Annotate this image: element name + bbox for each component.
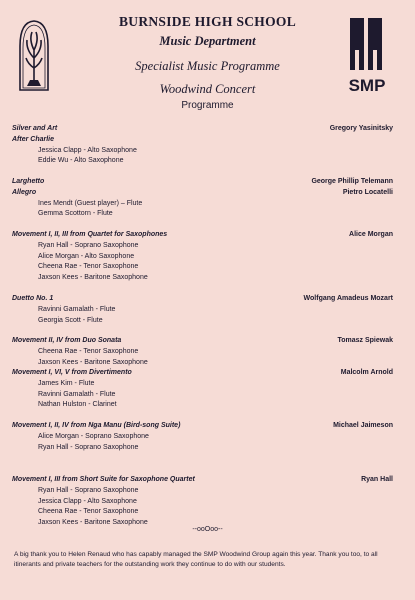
- programme-item: [12, 336, 392, 368]
- performer: Ryan Hall - Soprano Saxophone: [38, 443, 139, 451]
- concert-name: Woodwind Concert: [159, 82, 256, 96]
- performer: Jaxson Kees - Baritone Saxophone: [38, 519, 148, 527]
- performer: Jessica Clapp - Alto Saxophone: [38, 146, 137, 154]
- department-name: Music Department: [159, 34, 256, 48]
- composer: Michael Jaimeson: [333, 422, 393, 429]
- performer: Alice Morgan - Alto Saxophone: [38, 252, 135, 260]
- performer: Cheena Rae - Tenor Saxophone: [38, 347, 139, 355]
- programme-label: Programme: [181, 100, 234, 111]
- piece-title: Larghetto: [12, 178, 45, 185]
- piece-title: Movement I, II, III from Quartet for Saxophones: [12, 231, 168, 238]
- piece-title: Movement II, IV from Duo Sonata: [12, 337, 122, 344]
- programme-item: [12, 475, 392, 529]
- school-name: BURNSIDE HIGH SCHOOL: [118, 14, 297, 29]
- piece-title: Allegro: [12, 188, 37, 196]
- performer: Alice Morgan - Soprano Saxophone: [38, 432, 149, 440]
- composer: Ryan Hall: [361, 476, 393, 483]
- piece-title: After Charlie: [12, 135, 55, 143]
- end-mark: --ooOoo--: [192, 526, 223, 533]
- performer: Eddie Wu - Alto Saxophone: [38, 157, 124, 165]
- performer: Cheena Rae - Tenor Saxophone: [38, 508, 139, 516]
- composer: Malcolm Arnold: [340, 369, 393, 376]
- piece-title: Movement I, III from Short Suite for Saxophone Quartet: [12, 476, 195, 483]
- performer: Jaxson Kees - Baritone Saxophone: [38, 358, 148, 366]
- performer: Ines Mendt (Guest player) – Flute: [38, 199, 143, 207]
- piece-title: Silver and Art: [12, 125, 58, 132]
- performer: Ravinni Gamalath - Flute: [38, 305, 116, 313]
- performer: Gemma Scottorn - Flute: [38, 210, 113, 218]
- performer: James Kim - Flute: [38, 379, 95, 387]
- performer: Ryan Hall - Soprano Saxophone: [38, 241, 139, 249]
- performer: Jaxson Kees - Baritone Saxophone: [38, 274, 148, 282]
- composer: Alice Morgan: [349, 231, 393, 238]
- thank-you-note: A big thank you to Helen Renaud who has capably managed the SMP Woodwind Group again this year. Thank you too, to all itinerants and private teachers for the outstanding work they continue to do with our students.: [14, 551, 378, 568]
- performer: Georgia Scott - Flute: [38, 316, 103, 324]
- performer: Ryan Hall - Soprano Saxophone: [38, 486, 139, 494]
- programme-name: Specialist Music Programme: [135, 59, 280, 73]
- composer: Pietro Locatelli: [342, 189, 393, 196]
- composer: Wolfgang Amadeus Mozart: [303, 295, 393, 302]
- performer: Nathan Hulston - Clarinet: [38, 401, 117, 409]
- piece-title: Movement I, II, IV from Nga Manu (Bird-song Suite): [12, 422, 181, 429]
- programme-item: [12, 368, 392, 411]
- performer: Jessica Clapp - Alto Saxophone: [38, 497, 137, 505]
- composer: Tomasz Spiewak: [337, 337, 393, 344]
- smp-logo-text: SMP: [348, 76, 386, 95]
- performer: Ravinni Gamalath - Flute: [38, 390, 116, 398]
- programme-item: [12, 230, 392, 284]
- piece-title: Movement I, VI, V from Divertimento: [12, 369, 132, 376]
- composer: George Phillip Telemann: [311, 178, 393, 185]
- performer: Cheena Rae - Tenor Saxophone: [38, 263, 139, 271]
- piece-title: Duetto No. 1: [12, 295, 54, 302]
- composer: Gregory Yasinitsky: [329, 125, 393, 132]
